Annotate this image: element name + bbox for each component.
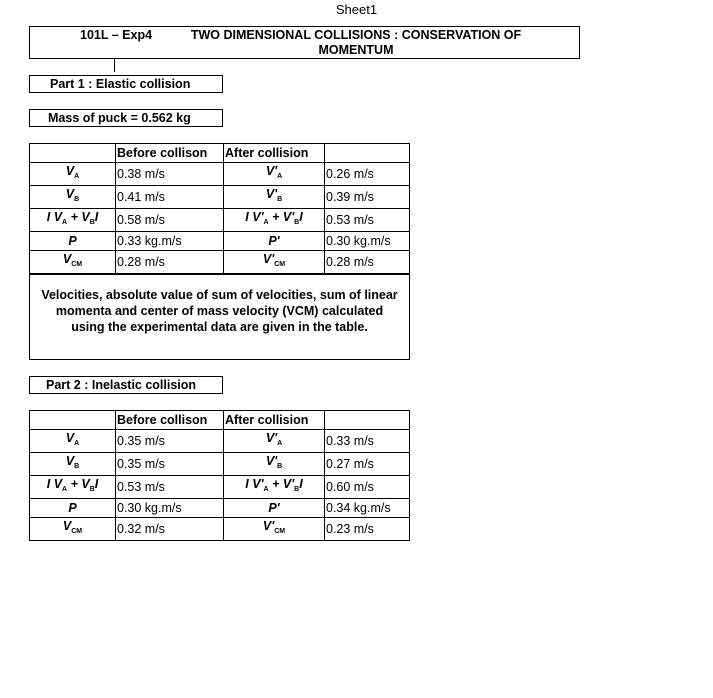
table-row xyxy=(30,232,410,251)
value-cell: 0.28 m/s xyxy=(116,251,224,274)
value-cell: 0.27 m/s xyxy=(325,453,410,476)
value-cell: 0.38 m/s xyxy=(116,163,224,186)
table-cell xyxy=(30,411,116,430)
value-cell: 0.41 m/s xyxy=(116,186,224,209)
part1-title: Part 1 : Elastic collision xyxy=(29,75,223,93)
value-cell: 0.30 kg.m/s xyxy=(116,499,224,518)
divider xyxy=(114,58,115,72)
value-cell: 0.32 m/s xyxy=(116,518,224,541)
label-va-prime: $V'_A$ xyxy=(224,163,325,186)
table-header-row xyxy=(30,144,410,163)
value-cell: 0.58 m/s xyxy=(116,209,224,232)
after-header: After collision xyxy=(224,144,325,163)
label-va: $V_A$ xyxy=(30,163,116,186)
label-va: $V_A$ xyxy=(30,430,116,453)
label-sum: I $V_A + V_BI$ xyxy=(30,209,116,232)
table-row xyxy=(30,499,410,518)
label-sum-prime: I $V'_A + V'_BI$ xyxy=(224,209,325,232)
page-title: TWO DIMENSIONAL COLLISIONS : CONSERVATION OF MOMENTUM xyxy=(190,28,522,57)
label-vcm-prime: $V'_{CM}$ xyxy=(224,518,325,541)
after-header: After collision xyxy=(224,411,325,430)
part1-table xyxy=(29,143,410,274)
value-cell: 0.33 m/s xyxy=(325,430,410,453)
title-box xyxy=(29,26,580,59)
note-box: Velocities, absolute value of sum of velocities, sum of linear momenta and center of mass velocity (VCM) calculated using the experimental data are given in the table. xyxy=(29,274,410,360)
before-header: Before collison xyxy=(116,411,224,430)
mass-of-puck: Mass of puck = 0.562 kg xyxy=(29,109,223,127)
value-cell: 0.26 m/s xyxy=(325,163,410,186)
value-cell: 0.28 m/s xyxy=(325,251,410,274)
label-vb-prime: $V'_B$ xyxy=(224,186,325,209)
label-vb-prime: $V'_B$ xyxy=(224,453,325,476)
part2-title: Part 2 : Inelastic collision xyxy=(29,376,223,394)
table-row xyxy=(30,430,410,453)
table-cell xyxy=(325,411,410,430)
label-sum-prime: I $V'_A + V'_BI$ xyxy=(224,476,325,499)
table-cell xyxy=(325,144,410,163)
table-row xyxy=(30,163,410,186)
label-vb: $V_B$ xyxy=(30,453,116,476)
table-row xyxy=(30,251,410,274)
label-vb: $V_B$ xyxy=(30,186,116,209)
label-p-prime: P' xyxy=(224,232,325,251)
table-header-row xyxy=(30,411,410,430)
value-cell: 0.35 m/s xyxy=(116,430,224,453)
label-vcm-prime: $V'_{CM}$ xyxy=(224,251,325,274)
label-va-prime: $V'_A$ xyxy=(224,430,325,453)
label-p: P xyxy=(30,499,116,518)
label-vcm: $V_{CM}$ xyxy=(30,518,116,541)
value-cell: 0.39 m/s xyxy=(325,186,410,209)
before-header: Before collison xyxy=(116,144,224,163)
value-cell: 0.53 m/s xyxy=(116,476,224,499)
table-cell xyxy=(30,144,116,163)
table-row xyxy=(30,518,410,541)
label-p-prime: P' xyxy=(224,499,325,518)
value-cell: 0.34 kg.m/s xyxy=(325,499,410,518)
part2-table xyxy=(29,410,410,541)
value-cell: 0.30 kg.m/s xyxy=(325,232,410,251)
value-cell: 0.35 m/s xyxy=(116,453,224,476)
label-vcm: $V_{CM}$ xyxy=(30,251,116,274)
course-label: 101L – Exp4 xyxy=(80,28,153,42)
sheet-title: Sheet1 xyxy=(335,2,378,17)
value-cell: 0.33 kg.m/s xyxy=(116,232,224,251)
value-cell: 0.23 m/s xyxy=(325,518,410,541)
label-sum: I $V_A + V_BI$ xyxy=(30,476,116,499)
value-cell: 0.53 m/s xyxy=(325,209,410,232)
value-cell: 0.60 m/s xyxy=(325,476,410,499)
label-p: P xyxy=(30,232,116,251)
table-row xyxy=(30,476,410,499)
table-row xyxy=(30,209,410,232)
table-row xyxy=(30,186,410,209)
table-row xyxy=(30,453,410,476)
